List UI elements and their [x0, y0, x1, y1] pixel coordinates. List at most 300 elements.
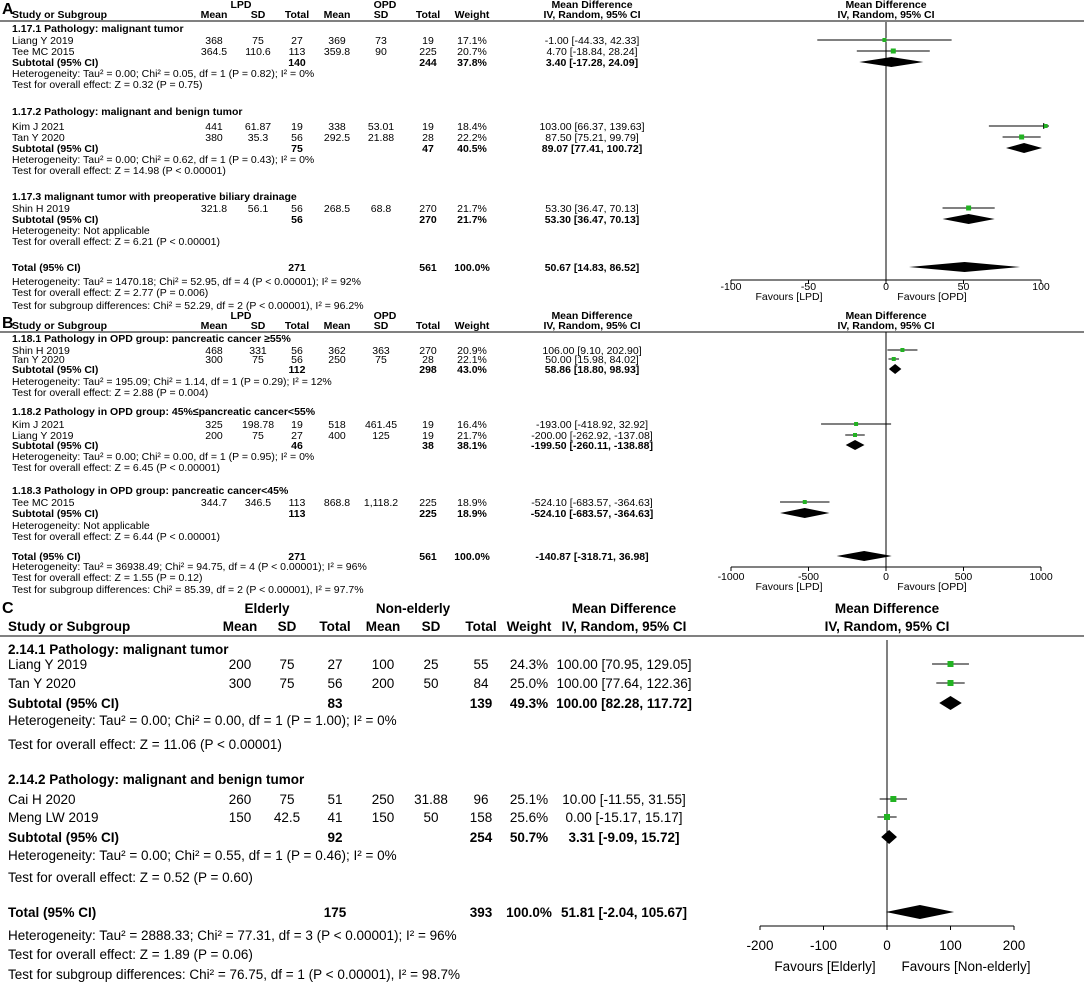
subtotal-row-label: Subtotal (95% CI): [8, 830, 120, 845]
favours-right-label: Favours [Non-elderly]: [901, 959, 1031, 974]
group1-sd: 75: [279, 792, 295, 807]
total-header: Total: [415, 320, 441, 332]
subgroup-title: 2.14.1 Pathology: malignant tumor: [8, 642, 229, 657]
study-name: Tee MC 2015: [12, 46, 75, 58]
effect-ci-value: -140.87 [-318.71, 36.98]: [535, 551, 649, 563]
subtotal-diamond: [780, 508, 829, 518]
x-tick-label: 1000: [1029, 571, 1053, 583]
subtotal-diamond: [889, 364, 901, 374]
group1-total: 92: [327, 830, 343, 845]
study-effect-square: [966, 206, 971, 211]
study-name: Meng LW 2019: [8, 810, 99, 825]
group2-total: 38: [422, 440, 434, 452]
study-name: Tan Y 2020: [12, 354, 65, 366]
sd-header: SD: [250, 9, 266, 21]
effect-ci-value: 50.67 [14.83, 86.52]: [544, 262, 640, 274]
study-effect-square: [882, 38, 886, 42]
effect-ci-value: 3.40 [-17.28, 24.09]: [545, 57, 639, 69]
weight-value: 17.1%: [457, 35, 487, 47]
effect-ci-value: -524.10 [-683.57, -364.63]: [531, 497, 653, 509]
study-effect-square: [803, 500, 807, 504]
x-tick-label: 100: [939, 938, 962, 953]
group2-total: 561: [419, 551, 437, 563]
group1-header: Elderly: [244, 601, 290, 616]
group2-sd: 125: [372, 430, 390, 442]
subtotal-row-label: Subtotal (95% CI): [12, 364, 99, 376]
group1-mean: 260: [228, 792, 252, 807]
group2-sd: 53.01: [367, 121, 395, 133]
effect-column-title: Mean Difference: [551, 310, 633, 322]
weight-value: 22.2%: [457, 132, 487, 144]
group2-sd: 50: [423, 676, 439, 691]
group1-sd: 75: [279, 657, 295, 672]
effect-ci-value: -193.00 [-418.92, 32.92]: [535, 419, 649, 431]
overall-effect-text: Test for overall effect: Z = 6.45 (P < 0.00001): [12, 462, 220, 474]
sd-header: SD: [373, 9, 389, 21]
group1-sd: 198.78: [241, 419, 275, 431]
effect-ci-value: 4.70 [-18.84, 28.24]: [546, 46, 638, 58]
effect-ci-value: 100.00 [70.95, 129.05]: [556, 657, 692, 672]
group2-total: 270: [419, 214, 437, 226]
group1-sd: 75: [252, 35, 264, 47]
group1-sd: 110.6: [245, 46, 271, 58]
mean-header: Mean: [323, 320, 351, 332]
favours-right-label: Favours [OPD]: [897, 581, 967, 593]
effect-ci-value: -524.10 [-683.57, -364.63]: [530, 508, 654, 520]
group1-total: 175: [323, 905, 347, 920]
study-column-header: Study or Subgroup: [8, 619, 131, 634]
group1-mean: 200: [228, 657, 252, 672]
favours-left-label: Favours [LPD]: [755, 581, 823, 593]
effect-ci-value: 53.30 [36.47, 70.13]: [545, 203, 639, 215]
sd-header: SD: [373, 320, 389, 332]
plot-method-header: IV, Random, 95% CI: [837, 9, 935, 21]
group1-sd: 35.3: [247, 132, 269, 144]
group1-total: 271: [288, 262, 306, 274]
total-header: Total: [284, 9, 310, 21]
weight-header: Weight: [454, 9, 490, 21]
study-name: Cai H 2020: [8, 792, 76, 807]
group1-sd: 42.5: [273, 810, 301, 825]
group2-sd: 363: [372, 345, 390, 357]
weight-value: 49.3%: [509, 696, 549, 711]
weight-value: 20.7%: [457, 46, 487, 58]
study-column-header: Study or Subgroup: [12, 9, 108, 21]
weight-value: 21.7%: [457, 214, 487, 226]
overall-effect-text: Test for overall effect: Z = 14.98 (P < 0.00001): [12, 165, 226, 177]
x-tick-label: 0: [883, 571, 889, 583]
subgroup-title: 1.17.3 malignant tumor with preoperative biliary drainage: [12, 191, 297, 203]
group2-mean: 400: [328, 430, 346, 442]
study-effect-square: [1019, 135, 1024, 140]
overall-effect-text: Test for overall effect: Z = 6.44 (P < 0.00001): [12, 531, 220, 543]
weight-value: 100.0%: [454, 262, 490, 274]
group2-mean: 359.8: [323, 46, 351, 58]
group2-total: 28: [422, 132, 434, 144]
overall-effect-text: Test for overall effect: Z = 6.21 (P < 0.00001): [12, 236, 220, 248]
group2-mean: 369: [328, 35, 346, 47]
group2-total: 298: [419, 364, 437, 376]
group2-total: 561: [419, 262, 437, 274]
effect-ci-value: -199.50 [-260.11, -138.88]: [530, 440, 654, 452]
favours-left-label: Favours [Elderly]: [774, 959, 876, 974]
footer-statistic: Heterogeneity: Tau² = 36938.49; Chi² = 94.75, df = 4 (P < 0.00001); I² = 96%: [12, 561, 367, 573]
group2-total: 393: [469, 905, 493, 920]
panel-label: A: [2, 1, 14, 18]
group1-mean: 150: [228, 810, 252, 825]
effect-method-header: IV, Random, 95% CI: [561, 619, 687, 634]
group1-mean: 300: [205, 354, 223, 366]
group2-mean: 250: [371, 792, 395, 807]
weight-header: Weight: [506, 619, 552, 634]
x-tick-label: 0: [883, 281, 889, 293]
forest-panel-a: [0, 0, 1084, 312]
group1-total: 75: [291, 143, 303, 155]
group2-sd: 31.88: [414, 792, 448, 807]
group1-header: LPD: [230, 310, 252, 322]
effect-ci-value: -1.00 [-44.33, 42.33]: [544, 35, 640, 47]
group1-total: 56: [291, 203, 303, 215]
overall-effect-text: Test for overall effect: Z = 2.88 (P = 0.004): [12, 387, 209, 399]
group1-mean: 321.8: [200, 203, 228, 215]
group2-sd: 461.45: [364, 419, 398, 431]
x-tick-label: -500: [797, 571, 820, 583]
x-tick-label: -200: [746, 938, 774, 953]
group2-total: 254: [469, 830, 493, 845]
group2-sd: 1,118.2: [363, 497, 399, 509]
subtotal-row-label: Subtotal (95% CI): [12, 214, 99, 226]
weight-value: 25.1%: [509, 792, 549, 807]
x-tick-label: -100: [720, 281, 742, 293]
study-name: Liang Y 2019: [8, 657, 88, 672]
subtotal-diamond: [1006, 143, 1042, 153]
study-effect-square: [854, 422, 858, 426]
group2-sd: 68.8: [370, 203, 392, 215]
favours-left-label: Favours [LPD]: [755, 291, 823, 303]
heterogeneity-text: Heterogeneity: Tau² = 0.00; Chi² = 0.62, df = 1 (P = 0.43); I² = 0%: [12, 154, 315, 166]
heterogeneity-text: Heterogeneity: Tau² = 0.00; Chi² = 0.05, df = 1 (P = 0.82); I² = 0%: [12, 68, 315, 80]
effect-ci-value: 50.00 [15.98, 84.02]: [545, 354, 639, 366]
group1-sd: 331: [249, 345, 267, 357]
subgroup-title: 1.17.1 Pathology: malignant tumor: [12, 23, 184, 35]
group1-total: 27: [291, 35, 303, 47]
sd-header: SD: [250, 320, 266, 332]
group2-mean: 250: [328, 354, 346, 366]
weight-value: 18.9%: [457, 508, 487, 520]
footer-statistic: Test for subgroup differences: Chi² = 76.75, df = 1 (P < 0.00001), I² = 98.7%: [8, 967, 461, 982]
effect-ci-value: 103.00 [66.37, 139.63]: [539, 121, 645, 133]
plot-column-title: Mean Difference: [845, 0, 927, 11]
x-tick-label: -1000: [717, 571, 745, 583]
x-tick-label: 0: [883, 938, 891, 953]
mean-header: Mean: [222, 619, 258, 634]
group1-total: 19: [291, 419, 303, 431]
weight-value: 37.8%: [457, 57, 487, 69]
x-tick-label: 200: [1002, 938, 1026, 953]
group1-total: 46: [291, 440, 303, 452]
group2-total: 84: [473, 676, 489, 691]
total-header: Total: [465, 619, 497, 634]
effect-ci-value: 3.31 [-9.09, 15.72]: [568, 830, 680, 845]
total-diamond: [837, 551, 892, 561]
weight-value: 18.4%: [457, 121, 487, 133]
group2-mean: 338: [328, 121, 346, 133]
group1-total: 51: [327, 792, 343, 807]
group2-mean: 292.5: [323, 132, 351, 144]
group1-total: 271: [288, 551, 306, 563]
total-row-label: Total (95% CI): [8, 905, 97, 920]
effect-ci-value: 106.00 [9.10, 202.90]: [542, 345, 642, 357]
weight-value: 18.9%: [457, 497, 487, 509]
group2-mean: 518: [328, 419, 346, 431]
mean-header: Mean: [200, 320, 228, 332]
weight-value: 40.5%: [457, 143, 487, 155]
effect-ci-value: 53.30 [36.47, 70.13]: [544, 214, 640, 226]
study-effect-square: [891, 49, 896, 54]
study-column-header: Study or Subgroup: [12, 320, 108, 332]
group1-total: 41: [327, 810, 343, 825]
group2-total: 19: [422, 419, 434, 431]
total-header: Total: [319, 619, 351, 634]
subgroup-title: 1.18.2 Pathology in OPD group: 45%≤pancreatic cancer<55%: [12, 406, 316, 418]
group2-total: 96: [473, 792, 489, 807]
group1-total: 56: [291, 354, 303, 366]
heterogeneity-text: Heterogeneity: Tau² = 0.00; Chi² = 0.00, df = 1 (P = 1.00); I² = 0%: [8, 713, 397, 728]
weight-value: 20.9%: [457, 345, 487, 357]
overall-effect-text: Test for overall effect: Z = 0.32 (P = 0.75): [12, 79, 203, 91]
sd-header: SD: [421, 619, 441, 634]
group1-mean: 368: [205, 35, 223, 47]
weight-value: 16.4%: [457, 419, 487, 431]
heterogeneity-text: Heterogeneity: Not applicable: [12, 225, 150, 237]
x-tick-label: -50: [800, 281, 817, 293]
group1-total: 83: [327, 696, 343, 711]
group1-sd: 75: [252, 430, 264, 442]
subtotal-diamond: [943, 214, 995, 224]
weight-value: 25.0%: [509, 676, 549, 691]
plot-column-title: Mean Difference: [834, 601, 940, 616]
effect-method-header: IV, Random, 95% CI: [543, 320, 641, 332]
group1-total: 113: [288, 508, 306, 520]
footer-statistic: Test for subgroup differences: Chi² = 52.29, df = 2 (P < 0.00001), I² = 96.2%: [12, 300, 364, 312]
weight-value: 21.7%: [457, 203, 487, 215]
x-tick-label: 50: [957, 281, 970, 293]
sd-header: SD: [277, 619, 297, 634]
group2-total: 225: [419, 46, 437, 58]
group2-total: 158: [469, 810, 493, 825]
group2-total: 28: [422, 354, 434, 366]
weight-value: 38.1%: [457, 440, 487, 452]
subtotal-row-label: Subtotal (95% CI): [12, 440, 99, 452]
effect-ci-value: -200.00 [-262.92, -137.08]: [531, 430, 653, 442]
group1-total: 113: [288, 46, 306, 58]
group2-header: OPD: [373, 0, 397, 11]
weight-value: 43.0%: [457, 364, 487, 376]
overall-effect-text: Test for overall effect: Z = 0.52 (P = 0.60): [8, 870, 253, 885]
x-tick-label: 500: [954, 571, 973, 583]
subtotal-row-label: Subtotal (95% CI): [12, 143, 99, 155]
study-name: Tan Y 2020: [8, 676, 76, 691]
group1-mean: 441: [205, 121, 223, 133]
mean-header: Mean: [323, 9, 351, 21]
effect-ci-value: 51.81 [-2.04, 105.67]: [560, 905, 688, 920]
group2-mean: 200: [371, 676, 395, 691]
study-name: Kim J 2021: [12, 121, 65, 133]
study-effect-square: [884, 814, 890, 820]
study-effect-square: [948, 680, 954, 686]
heterogeneity-text: Heterogeneity: Tau² = 195.09; Chi² = 1.14, df = 1 (P = 0.29); I² = 12%: [12, 376, 332, 388]
study-name: Tee MC 2015: [12, 497, 75, 509]
study-name: Liang Y 2019: [12, 35, 74, 47]
forest-panel-b: [0, 310, 1084, 596]
footer-statistic: Test for subgroup differences: Chi² = 85.39, df = 2 (P < 0.00001), I² = 97.7%: [12, 584, 364, 596]
x-tick-label: -100: [809, 938, 838, 953]
effect-ci-value: 10.00 [-11.55, 31.55]: [562, 792, 686, 807]
mean-header: Mean: [365, 619, 401, 634]
effect-ci-value: 100.00 [82.28, 117.72]: [556, 696, 692, 711]
total-diamond: [909, 262, 1020, 272]
group2-total: 139: [469, 696, 493, 711]
group2-total: 19: [422, 35, 434, 47]
group1-sd: 75: [279, 676, 295, 691]
subtotal-row-label: Subtotal (95% CI): [8, 696, 120, 711]
footer-statistic: Test for overall effect: Z = 1.89 (P = 0.06): [8, 947, 253, 962]
study-effect-square: [853, 433, 857, 437]
plot-method-header: IV, Random, 95% CI: [837, 320, 935, 332]
group2-total: 270: [419, 203, 437, 215]
plot-method-header: IV, Random, 95% CI: [824, 619, 950, 634]
total-row-label: Total (95% CI): [12, 262, 81, 274]
total-header: Total: [415, 9, 441, 21]
effect-column-title: Mean Difference: [551, 0, 633, 11]
heterogeneity-text: Heterogeneity: Tau² = 0.00; Chi² = 0.55, df = 1 (P = 0.46); I² = 0%: [8, 848, 397, 863]
group1-total: 112: [288, 364, 306, 376]
total-diamond: [886, 905, 954, 919]
footer-statistic: Heterogeneity: Tau² = 1470.18; Chi² = 52.95, df = 4 (P < 0.00001); I² = 92%: [12, 276, 361, 288]
effect-method-header: IV, Random, 95% CI: [543, 9, 641, 21]
group2-mean: 868.8: [323, 497, 351, 509]
weight-value: 21.7%: [457, 430, 487, 442]
group2-sd: 21.88: [367, 132, 395, 144]
plot-column-title: Mean Difference: [845, 310, 927, 322]
weight-value: 100.0%: [454, 551, 490, 563]
group2-total: 55: [473, 657, 489, 672]
group2-total: 270: [419, 345, 437, 357]
group2-total: 19: [422, 430, 434, 442]
group1-header: LPD: [230, 0, 252, 11]
group2-sd: 75: [375, 354, 387, 366]
effect-ci-value: 100.00 [77.64, 122.36]: [556, 676, 692, 691]
weight-value: 25.6%: [509, 810, 549, 825]
group2-total: 225: [419, 508, 437, 520]
subtotal-diamond: [859, 57, 923, 67]
group2-mean: 268.5: [323, 203, 351, 215]
footer-statistic: Heterogeneity: Tau² = 2888.33; Chi² = 77.31, df = 3 (P < 0.00001); I² = 96%: [8, 928, 457, 943]
total-header: Total: [284, 320, 310, 332]
group1-mean: 300: [228, 676, 252, 691]
group1-total: 140: [288, 57, 306, 69]
effect-column-title: Mean Difference: [571, 601, 677, 616]
study-name: Kim J 2021: [12, 419, 65, 431]
group1-total: 56: [291, 345, 303, 357]
effect-ci-value: 89.07 [77.41, 100.72]: [541, 143, 643, 155]
group2-sd: 50: [423, 810, 439, 825]
group1-mean: 364.5: [200, 46, 228, 58]
subgroup-title: 1.17.2 Pathology: malignant and benign tumor: [12, 106, 243, 118]
group1-total: 113: [288, 497, 306, 509]
subtotal-row-label: Subtotal (95% CI): [12, 508, 99, 520]
study-effect-square: [892, 357, 896, 361]
subtotal-diamond: [846, 440, 865, 450]
overall-effect-text: Test for overall effect: Z = 11.06 (P < 0.00001): [8, 737, 282, 752]
study-name: Tan Y 2020: [12, 132, 65, 144]
study-effect-square: [900, 348, 904, 352]
study-name: Liang Y 2019: [12, 430, 74, 442]
weight-value: 50.7%: [509, 830, 549, 845]
total-row-label: Total (95% CI): [12, 551, 81, 563]
x-tick-label: 100: [1032, 281, 1050, 293]
group2-sd: 25: [423, 657, 439, 672]
group2-sd: 73: [375, 35, 387, 47]
subtotal-row-label: Subtotal (95% CI): [12, 57, 99, 69]
subgroup-title: 1.18.1 Pathology in OPD group: pancreatic cancer ≥55%: [12, 333, 291, 345]
group1-sd: 346.5: [244, 497, 272, 509]
group1-total: 56: [327, 676, 343, 691]
group2-total: 47: [422, 143, 434, 155]
subtotal-diamond: [881, 830, 897, 844]
group1-total: 27: [327, 657, 343, 672]
subtotal-diamond: [939, 696, 962, 710]
effect-ci-value: 58.86 [18.80, 98.93]: [544, 364, 640, 376]
group1-total: 27: [291, 430, 303, 442]
group2-mean: 100: [371, 657, 395, 672]
study-effect-square: [890, 796, 896, 802]
favours-right-label: Favours [OPD]: [897, 291, 967, 303]
forest-panel-c: [0, 600, 1084, 982]
group1-mean: 325: [205, 419, 223, 431]
group1-sd: 75: [252, 354, 264, 366]
effect-ci-value: 87.50 [75.21, 99.79]: [545, 132, 639, 144]
subgroup-title: 1.18.3 Pathology in OPD group: pancreatic cancer<45%: [12, 485, 289, 497]
group2-sd: 90: [375, 46, 387, 58]
group1-total: 56: [291, 214, 303, 226]
weight-value: 24.3%: [509, 657, 549, 672]
group2-total: 244: [419, 57, 437, 69]
footer-statistic: Test for overall effect: Z = 2.77 (P = 0.006): [12, 287, 209, 299]
group1-mean: 380: [205, 132, 223, 144]
group2-mean: 150: [371, 810, 395, 825]
group2-total: 19: [422, 121, 434, 133]
weight-value: 22.1%: [457, 354, 487, 366]
weight-value: 100.0%: [506, 905, 552, 920]
group1-mean: 200: [205, 430, 223, 442]
group2-mean: 362: [328, 345, 346, 357]
group1-mean: 344.7: [200, 497, 228, 509]
study-name: Shin H 2019: [12, 203, 70, 215]
group2-total: 225: [419, 497, 437, 509]
panel-label: B: [2, 315, 14, 332]
effect-ci-value: 0.00 [-15.17, 15.17]: [565, 810, 683, 825]
heterogeneity-text: Heterogeneity: Not applicable: [12, 520, 150, 532]
panel-label: C: [2, 600, 14, 617]
subgroup-title: 2.14.2 Pathology: malignant and benign tumor: [8, 772, 305, 787]
group1-total: 56: [291, 132, 303, 144]
group2-header: OPD: [373, 310, 397, 322]
mean-header: Mean: [200, 9, 228, 21]
study-effect-square: [1044, 124, 1048, 128]
footer-statistic: Test for overall effect: Z = 1.55 (P = 0.12): [12, 572, 203, 584]
group1-total: 19: [291, 121, 303, 133]
